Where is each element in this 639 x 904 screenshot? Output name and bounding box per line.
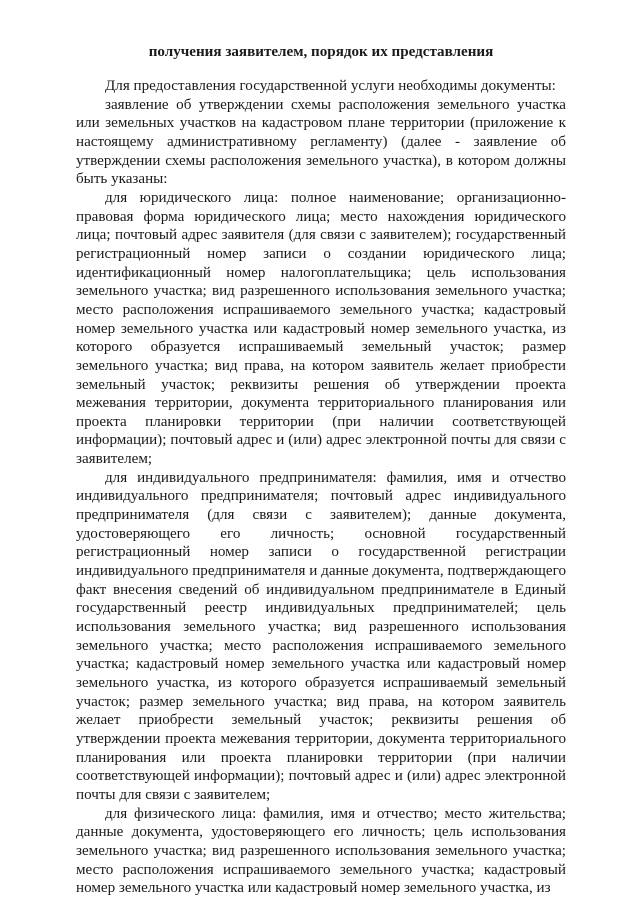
paragraph-application: заявление об утверждении схемы расположения земельного участка или земельных участков на кадастровом плане территории (приложение к настоящему административному регламенту) (далее - заявление об утверждении схемы расположения земельного участка), в котором должны быть указаны: xyxy=(76,96,566,188)
section-heading: получения заявителем, порядок их представления xyxy=(148,44,494,60)
document-body xyxy=(76,43,566,898)
paragraph-intro: Для предоставления государственной услуги необходимы документы: xyxy=(105,78,556,94)
paragraph-legal-entity: для юридического лица: полное наименование; организационно-правовая форма юридического лица; место нахождения юридического лица; почтовый адрес заявителя (для связи с заявителем); государственный регистрационный номер записи о создании юридического лица; идентификационный номер налогоплательщика; цель использования земельного участка; вид разрешенного использования земельного участка; место расположения испрашиваемого земельного участка; кадастровый номер земельного участка или кадастровый номер земельного участка, из которого образуется испрашиваемый земельный участок; размер земельного участка; вид права, на котором заявитель желает приобрести земельный участок; реквизиты решения об утверждении проекта межевания территории, документа территориального планирования или проекта планировки территории (при наличии соответствующей информации); почтовый адрес и (или) адрес электронной почты для связи с заявителем; xyxy=(76,189,566,468)
paragraph-individual: для физического лица: фамилия, имя и отчество; место жительства; данные документа, удостоверяющего его личность; цель использования земельного участка; вид разрешенного использования земельного участка; место расположения испрашиваемого земельного участка; кадастровый номер земельного участка или кадастровый номер земельного участка, из xyxy=(76,805,566,897)
paragraph-entrepreneur: для индивидуального предпринимателя: фамилия, имя и отчество индивидуального предпринимателя; почтовый адрес индивидуального предпринимателя (для связи с заявителем); данные документа, удостоверяющего его личность; основной государственный регистрационный номер записи о государственной регистрации индивидуального предпринимателя и данные документа, подтверждающего факт внесения сведений об индивидуальном предпринимателе в Единый государственный реестр индивидуальных предпринимателей; цель использования земельного участка; вид разрешенного использования земельного участка; место расположения испрашиваемого земельного участка; кадастровый номер земельного участка или кадастровый номер земельного участка, из которого образуется испрашиваемый земельный участок; размер земельного участка; вид права, на котором заявитель желает приобрести земельный участок; реквизиты решения об утверждении проекта межевания территории, документа территориального планирования или проекта планировки территории (при наличии соответствующей информации); почтовый адрес и (или) адрес электронной почты для связи с заявителем; xyxy=(76,469,566,803)
